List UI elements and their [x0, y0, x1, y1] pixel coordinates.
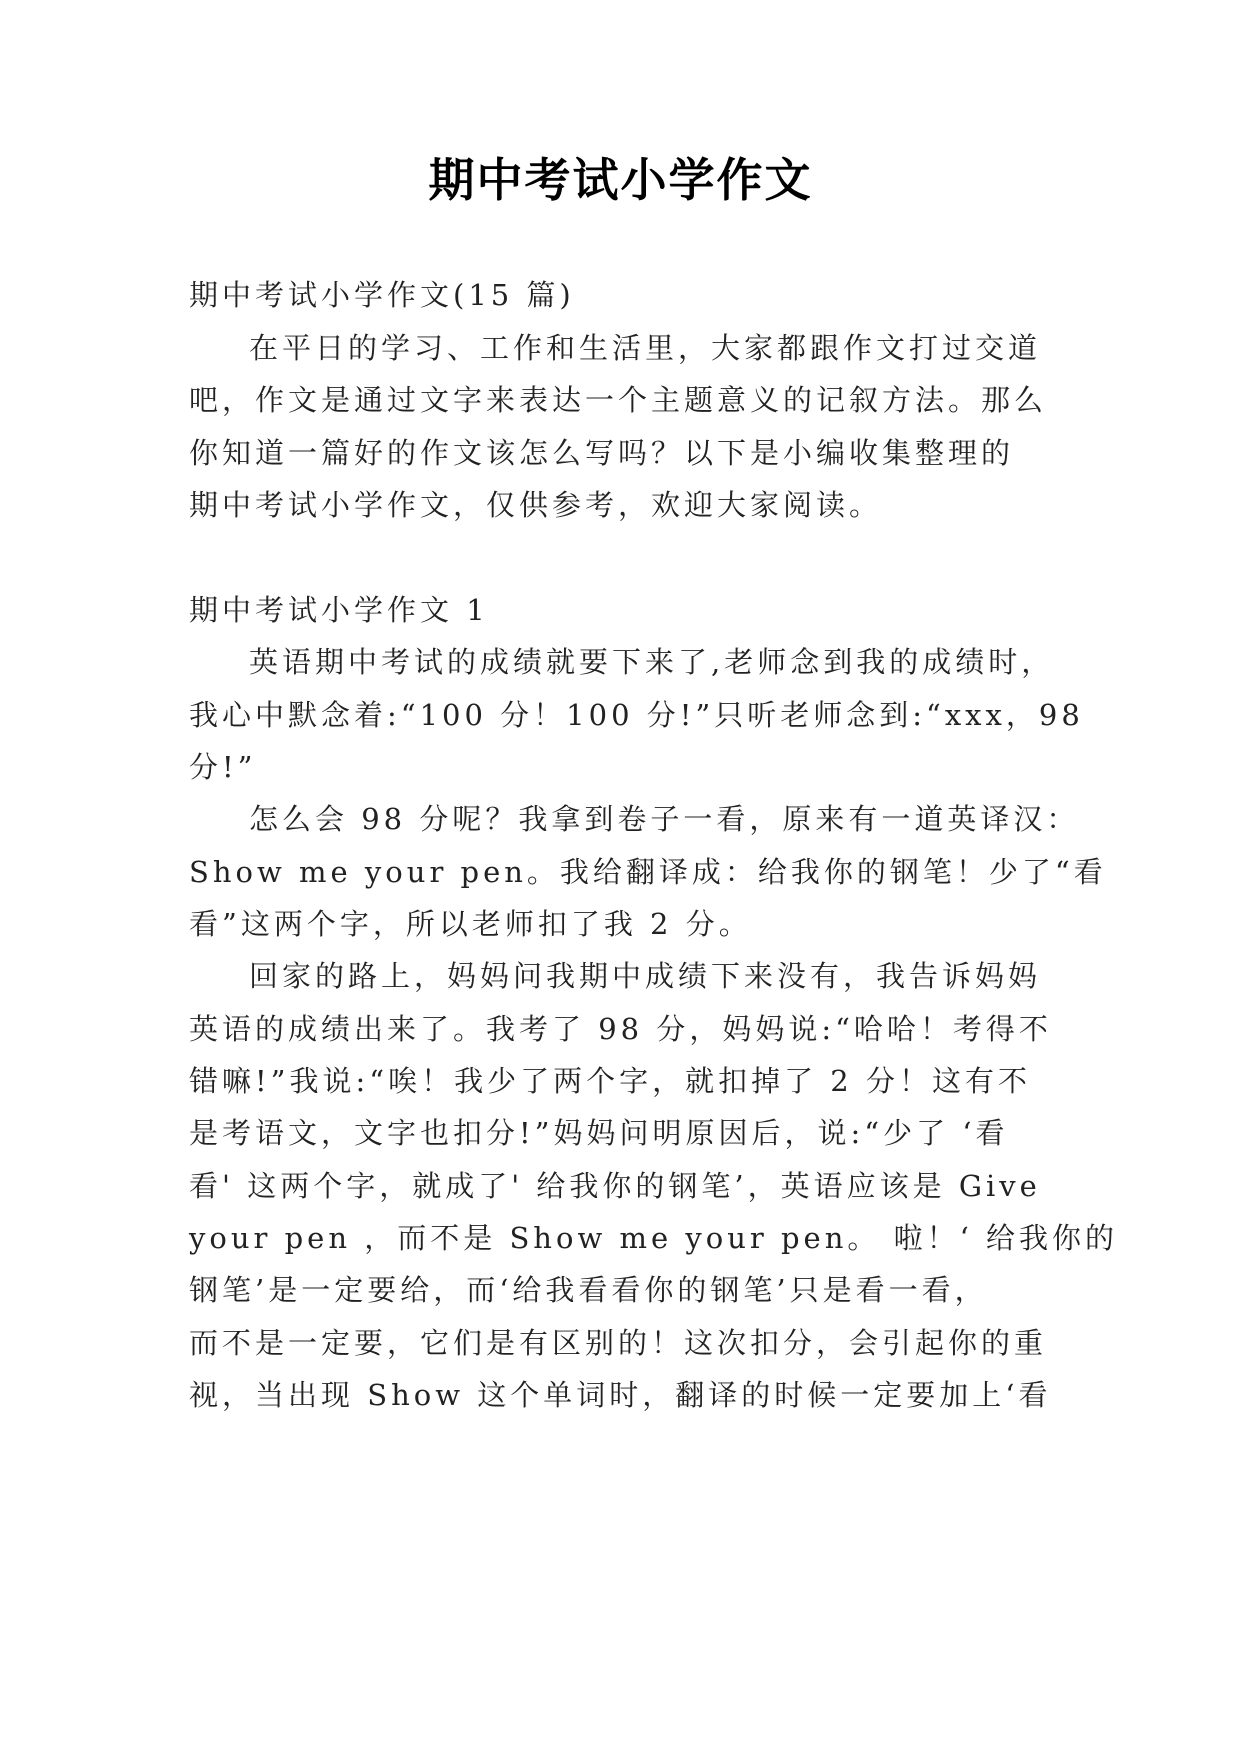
subtitle-line: 期中考试小学作文(15 篇) — [189, 278, 575, 312]
paragraph-line: 怎么会 98 分呢？我拿到卷子一看，原来有一道英译汉： — [249, 802, 1080, 836]
paragraph-line: 是考语文，文字也扣分!”妈妈问明原因后，说:“少了 ‘看 — [189, 1116, 1009, 1150]
paragraph-line: Show me your pen。我给翻译成：给我你的钢笔！少了“看 — [189, 855, 1107, 889]
paragraph-line: 回家的路上，妈妈问我期中成绩下来没有，我告诉妈妈 — [249, 959, 1042, 993]
paragraph-line: 在平日的学习、工作和生活里，大家都跟作文打过交道 — [249, 331, 1042, 365]
paragraph-line: 钢笔’是一定要给，而‘给我看看你的钢笔’只是看一看， — [189, 1273, 988, 1307]
paragraph-line: 期中考试小学作文，仅供参考，欢迎大家阅读。 — [189, 488, 883, 522]
paragraph-line: 吧，作文是通过文字来表达一个主题意义的记叙方法。那么 — [189, 383, 1048, 417]
paragraph-line: 分!” — [189, 750, 257, 784]
paragraph-line: 你知道一篇好的作文该怎么写吗？以下是小编收集整理的 — [189, 436, 1015, 470]
paragraph-line: 看”这两个字，所以老师扣了我 2 分。 — [189, 907, 752, 941]
paragraph-line: 错嘛!”我说:“唉！我少了两个字，就扣掉了 2 分！这有不 — [189, 1064, 1031, 1098]
paragraph-line: 英语期中考试的成绩就要下来了,老师念到我的成绩时， — [249, 645, 1055, 679]
paragraph-line: 视，当出现 Show 这个单词时，翻译的时候一定要加上‘看 — [189, 1378, 1052, 1412]
paragraph-line: your pen ，而不是 Show me your pen。 啦！‘ 给我你的 — [189, 1221, 1119, 1255]
section-heading: 期中考试小学作文 1 — [189, 593, 489, 627]
paragraph-line: 我心中默念着:“100 分！100 分!”只听老师念到:“xxx，98 — [189, 698, 1084, 732]
document-title: 期中考试小学作文 — [428, 153, 813, 207]
paragraph-line: 英语的成绩出来了。我考了 98 分，妈妈说:“哈哈！考得不 — [189, 1012, 1052, 1046]
paragraph-line: 看' 这两个字，就成了' 给我你的钢笔’，英语应该是 Give — [189, 1169, 1041, 1203]
paragraph-line: 而不是一定要，它们是有区别的！这次扣分，会引起你的重 — [189, 1326, 1048, 1360]
